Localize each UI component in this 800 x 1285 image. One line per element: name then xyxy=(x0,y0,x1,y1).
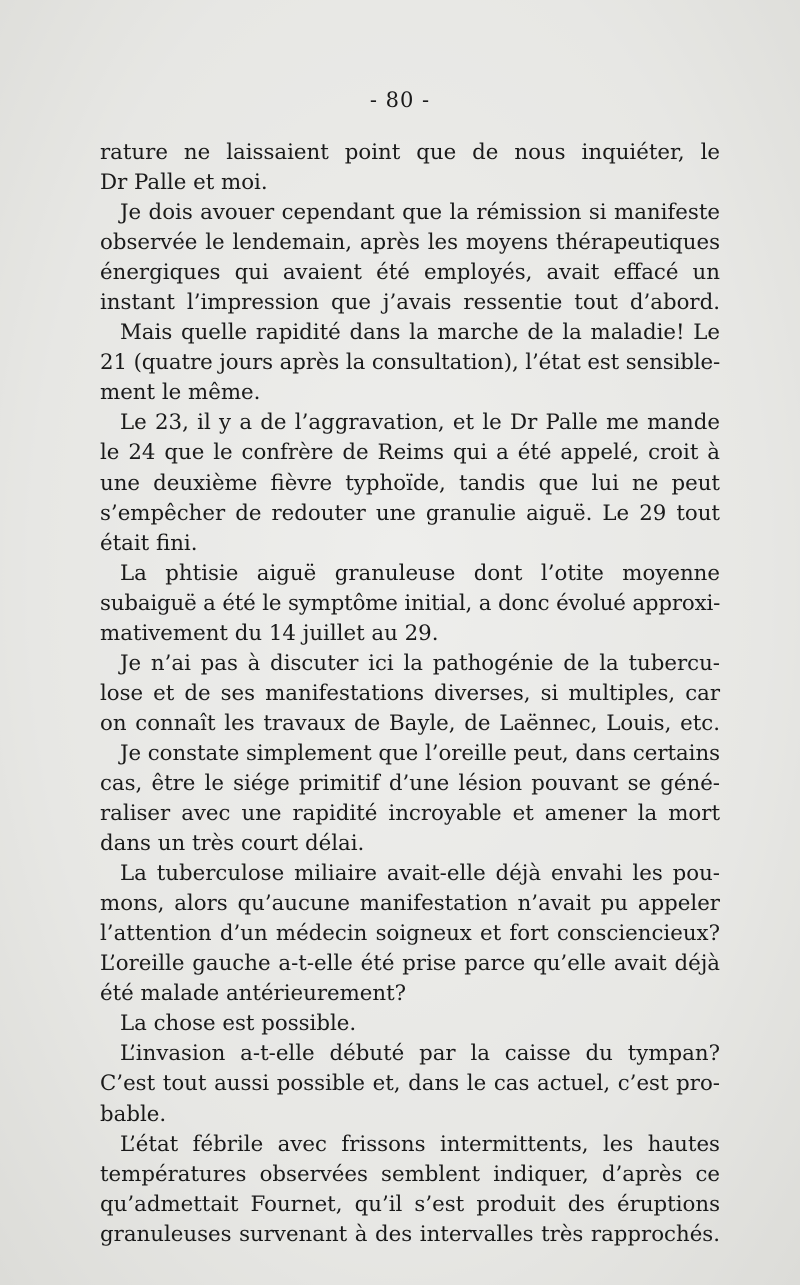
text-line: La phtisie aiguë granuleuse dont l’otite moyenne xyxy=(120,560,720,586)
text-line: Je constate simplement que l’oreille peut, dans certains xyxy=(120,740,721,766)
body-text xyxy=(100,138,720,1250)
text-line: s’empêcher de redouter une granulie aiguë. Le 29 tout xyxy=(100,500,720,526)
text-line: mativement du 14 juillet au 29. xyxy=(100,620,439,646)
text-line: une deuxième fièvre typhoïde, tandis que lui ne peut xyxy=(100,470,720,496)
text-line: Je dois avouer cependant que la rémission si manifeste xyxy=(120,200,720,226)
text-line: lose et de ses manifestations diverses, si multiples, car xyxy=(100,680,720,706)
text-line: La chose est possible. xyxy=(120,1011,357,1037)
text-line: raliser avec une rapidité incroyable et amener la mort xyxy=(100,801,720,827)
text-line: ment le même. xyxy=(100,380,261,406)
text-line: L’oreille gauche a-t-elle été prise parce qu’elle avait déjà xyxy=(100,951,720,977)
text-line: dans un très court délai. xyxy=(100,831,365,857)
text-line: l’attention d’un médecin soigneux et fort consciencieux? xyxy=(100,921,720,947)
text-line: énergiques qui avaient été employés, avait effacé un xyxy=(100,260,720,286)
text-line: L’invasion a-t-elle débuté par la caisse du tympan? xyxy=(120,1041,720,1067)
text-line: 21 (quatre jours après la consultation), l’état est sensible- xyxy=(100,350,721,376)
text-line: cas, être le siége primitif d’une lésion pouvant se géné- xyxy=(100,770,720,796)
text-line: La tuberculose miliaire avait-elle déjà envahi les pou- xyxy=(120,861,720,887)
text-line: subaiguë a été le symptôme initial, a donc évolué approxi- xyxy=(100,590,721,616)
text-line: Mais quelle rapidité dans la marche de la maladie! Le xyxy=(120,320,720,346)
text-line: Dr Palle et moi. xyxy=(100,170,268,196)
text-line: qu’admettait Fournet, qu’il s’est produit des éruptions xyxy=(100,1191,720,1217)
text-line: était fini. xyxy=(100,530,198,556)
text-line: bable. xyxy=(100,1101,167,1127)
text-line: le 24 que le confrère de Reims qui a été appelé, croit à xyxy=(100,440,720,466)
text-line: observée le lendemain, après les moyens thérapeutiques xyxy=(100,230,720,256)
page-number: - 80 - xyxy=(369,88,431,112)
text-line: L’état fébrile avec frissons intermittents, les hautes xyxy=(120,1131,720,1157)
text-line: Le 23, il y a de l’aggravation, et le Dr Palle me mande xyxy=(120,410,720,436)
text-line: C’est tout aussi possible et, dans le cas actuel, c’est pro- xyxy=(100,1071,720,1097)
text-line: Je n’ai pas à discuter ici la pathogénie de la tubercu- xyxy=(120,650,720,676)
text-line: mons, alors qu’aucune manifestation n’avait pu appeler xyxy=(100,891,720,917)
text-line: granuleuses survenant à des intervalles très rapprochés. xyxy=(100,1221,720,1247)
text-line: températures observées semblent indiquer, d’après ce xyxy=(100,1161,720,1187)
text-line: rature ne laissaient point que de nous inquiéter, le xyxy=(100,140,720,165)
text-line: été malade antérieurement? xyxy=(100,981,407,1007)
text-line: on connaît les travaux de Bayle, de Laënnec, Louis, etc. xyxy=(100,710,720,736)
text-line: instant l’impression que j’avais ressentie tout d’abord. xyxy=(100,290,720,316)
